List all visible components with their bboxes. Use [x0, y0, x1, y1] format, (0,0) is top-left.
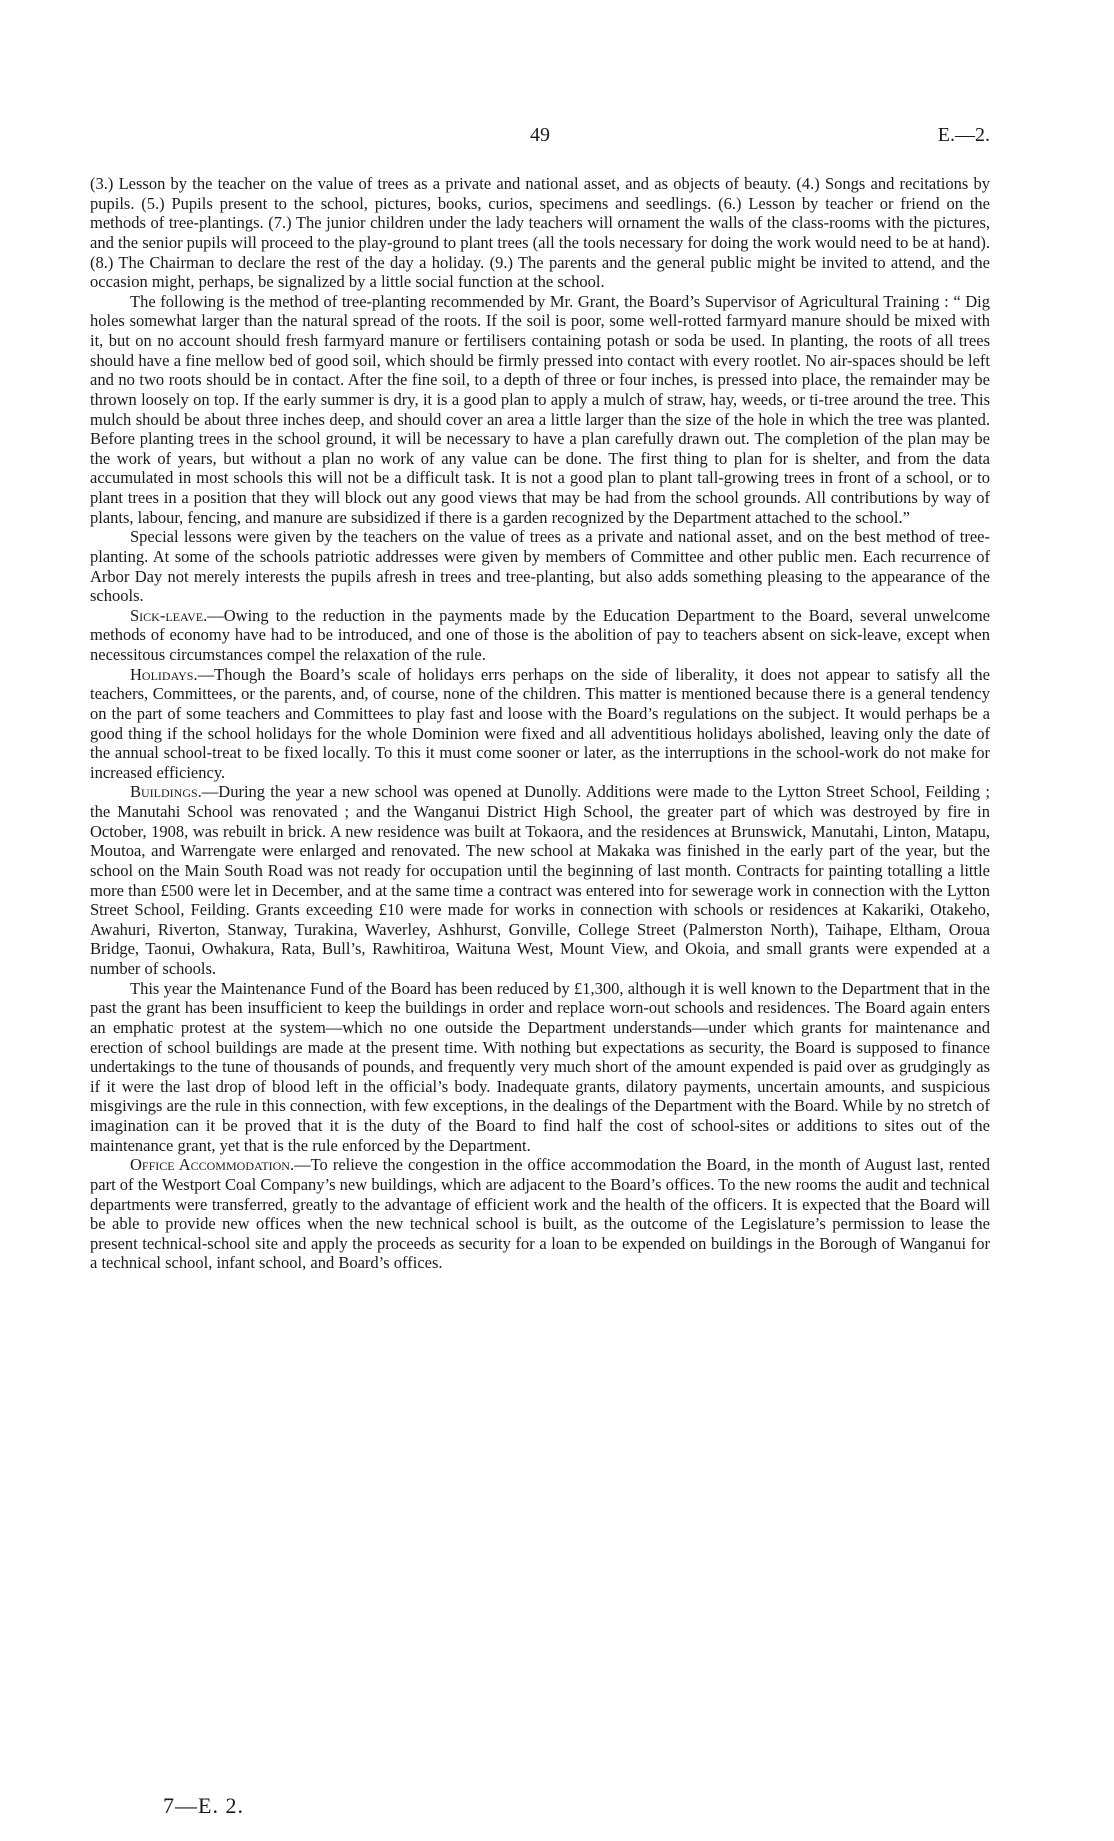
paragraph-text: —Owing to the reduction in the payments made by the Education Department to the Board, several unwelcome methods of economy have had to be introduced, and one of those is the abolition of pay to teachers absent on sick-leave, except when necessitous circumstances compel the relaxation of the rule. — [90, 605, 990, 664]
body-text — [90, 174, 990, 1273]
paragraph-text: This year the Maintenance Fund of the Board has been reduced by £1,300, although it is well known to the Department that in the past the grant has been insufficient to keep the buildings in order and replace worn-out schools and residences. The Board again enters an emphatic protest at the system—which no one outside the Department understands—under which grants for maintenance and erection of school buildings are made at the present time. With nothing but expectations as security, the Board is supposed to finance undertakings to the tune of thousands of pounds, and frequently very much short of the amount expended is paid over as grudgingly as if it were the last drop of blood left in the official’s body. Inadequate grants, dilatory payments, uncertain amounts, and suspicious misgivings are the rule in this connection, with few exceptions, in the dealings of the Department with the Board. While by no stretch of imagination can it be proved that it is the duty of the Board to find half the cost of school-sites or additions to sites out of the maintenance grant, yet that is the rule enforced by the Department. — [90, 978, 990, 1155]
paragraph-holidays — [90, 665, 990, 783]
section-heading: Office Accommodation. — [130, 1155, 295, 1175]
document-code: E.—2. — [937, 124, 990, 146]
paragraph-arbor-day-programme — [90, 174, 990, 292]
section-heading: Sick-leave. — [130, 605, 208, 625]
paragraph-tree-planting-method — [90, 292, 990, 528]
paragraph-text: Special lessons were given by the teachers on the value of trees as a private and national asset, and on the best method of tree-planting. At some of the schools patriotic addresses were given by members of Committee and other public men. Each recurrence of Arbor Day not merely interests the pupils afresh in trees and tree-planting, but also adds something pleasing to the appearance of the schools. — [90, 527, 990, 606]
paragraph-buildings — [90, 782, 990, 978]
paragraph-text: —To relieve the congestion in the office accommodation the Board, in the month of August last, rented part of the Westport Coal Company’s new buildings, which are adjacent to the Board’s offices. To the new rooms the audit and technical departments were transferred, greatly to the advantage of efficient work and the health of the officers. It is expected that the Board will be able to provide new offices when the new technical school is built, as the outcome of the Legislature’s permission to lease the present technical-school site and apply the proceeds as security for a loan to be expended on buildings in the Borough of Wanganui for a technical school, infant school, and Board’s offices. — [90, 1155, 990, 1273]
paragraph-text: —During the year a new school was opened at Dunolly. Additions were made to the Lytton Street School, Feilding ; the Manutahi School was renovated ; and the Wanganui District High School, the greater part of which was destroyed by fire in October, 1908, was rebuilt in brick. A new residence was built at Tokaora, and the residences at Brunswick, Manutahi, Linton, Matapu, Moutoa, and Warrengate were enlarged and renovated. The new school at Makaka was finished in the early part of the year, but the school on the Main South Road was not ready for occupation until the beginning of last month. Contracts for painting totalling a little more than £500 were let in December, and at the same time a contract was entered into for sewerage work in connection with the Lytton Street School, Feilding. Grants exceeding £10 were made for works in connection with schools or residences at Kakariki, Otakeho, Awahuri, Riverton, Stanway, Turakina, Waverley, Ashhurst, Gonville, College Street (Palmerston North), Taihape, Eltham, Oroua Bridge, Taonui, Owhakura, Rata, Bull’s, Rawhitiroa, Waituna West, Mount View, and Okoia, and small grants were expended at a number of schools. — [90, 782, 990, 978]
paragraph-text: —Though the Board’s scale of holidays errs perhaps on the side of liberality, it does not appear to satisfy all the teachers, Committees, or the parents, and, of course, none of the children. This matter is mentioned because there is a general tendency on the part of some teachers and Committees to play fast and loose with the Board’s regulations on the subject. It would perhaps be a good thing if the school holidays for the whole Dominion were fixed and all adventitious holidays abolished, leaving only the date of the annual school-treat to be fixed locally. To this it must come sooner or later, as the interruptions in the school-work do not make for increased efficiency. — [90, 664, 990, 782]
paragraph-sick-leave — [90, 606, 990, 665]
page-header — [90, 124, 990, 154]
paragraph-text: The following is the method of tree-planting recommended by Mr. Grant, the Board’s Supervisor of Agricultural Training : “ Dig holes somewhat larger than the natural spread of the roots. If the soil is poor, some well-rotted farmyard manure should be mixed with it, but on no account should fresh farmyard manure or fertilisers containing potash or soda be used. In planting, the roots of all trees should have a fine mellow bed of good soil, which should be firmly pressed into contact with every rootlet. No air-spaces should be left and no two roots should be in contact. After the fine soil, to a depth of three or four inches, is pressed into place, the remainder may be thrown loosely on top. If the early summer is dry, it is a good plan to apply a mulch of straw, hay, weeds, or ti-tree around the tree. This mulch should be about three inches deep, and should cover an area a little larger than the size of the hole in which the tree was planted. Before planting trees in the school ground, it will be necessary to have a plan carefully drawn out. The completion of the plan may be the work of years, but without a plan no work of any value can be done. The first thing to plan for is shelter, and from the data accumulated in most schools this will not be a difficult task. It is not a good plan to plant tall-growing trees in front of a school, or to plant trees in a position that they will block out any good views that may be had from the school grounds. All contributions by way of plants, labour, fencing, and manure are subsidized if there is a garden recognized by the Department attached to the school.” — [90, 291, 990, 527]
paragraph-maintenance-fund — [90, 979, 990, 1156]
paragraph-office-accommodation — [90, 1155, 990, 1273]
paragraph-text: (3.) Lesson by the teacher on the value of trees as a private and national asset, and as objects of beauty. (4.) Songs and recitations by pupils. (5.) Pupils present to the school, pictures, books, curios, specimens and seedlings. (6.) Lesson by teacher or friend on the methods of tree-plantings. (7.) The junior children under the lady teachers will ornament the walls of the class-rooms with the pictures, and the senior pupils will proceed to the play-ground to plant trees (all the tools necessary for doing the work would need to be at hand). (8.) The Chairman to declare the rest of the day a holiday. (9.) The parents and the general public might be invited to attend, and the occasion might, perhaps, be signalized by a little social function at the school. — [90, 174, 990, 292]
section-heading: Buildings. — [130, 782, 202, 802]
paragraph-special-lessons — [90, 527, 990, 606]
page-footer-signature: 7—E. 2. — [163, 1793, 244, 1818]
section-heading: Holidays. — [130, 664, 198, 684]
page-number: 49 — [530, 124, 550, 146]
